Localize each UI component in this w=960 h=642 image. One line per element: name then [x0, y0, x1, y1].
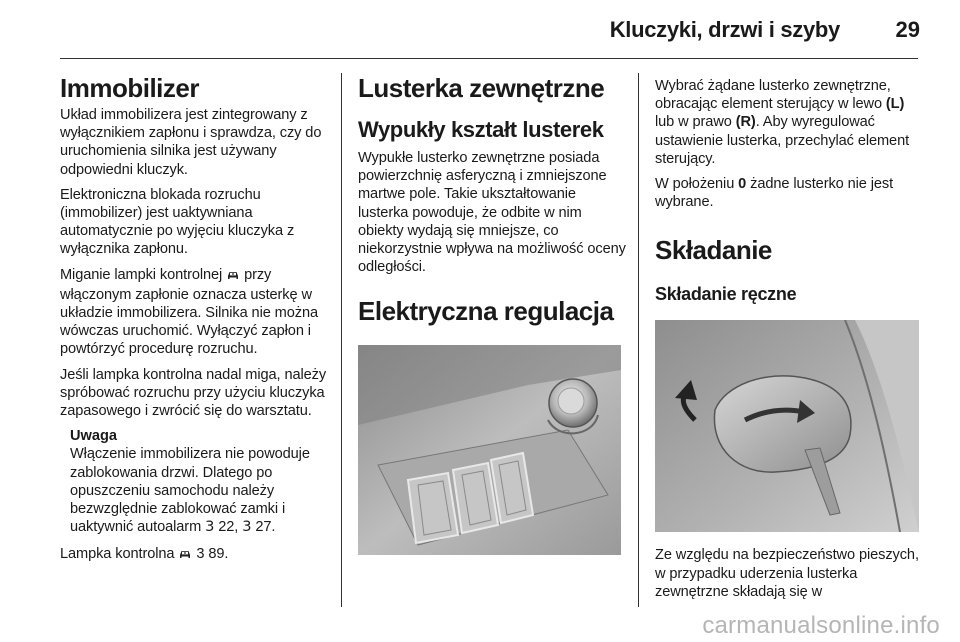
note-title: Uwaga: [70, 428, 118, 445]
paragraph: Jeśli lampka kontrolna nadal miga, należy spróbować rozruchu przy użyciu kluczyka zapasowego i zwrócić się do warsztatu.: [60, 366, 327, 420]
page-reference-icon[interactable]: 3: [242, 518, 252, 536]
column-divider-1: [341, 73, 342, 607]
car-key-icon: [178, 547, 192, 565]
car-key-icon: [226, 268, 240, 286]
column-mirror-adjust: [655, 73, 921, 608]
text-span: lub w prawo: [655, 114, 736, 131]
section-heading-folding: Składanie: [655, 235, 772, 266]
text-span: 89.: [204, 546, 229, 563]
subheading-manual-folding: Składanie ręczne: [655, 284, 797, 305]
column-divider-2: [638, 73, 639, 607]
note-text: [70, 445, 330, 536]
text-span: przy włączonym zapłonie oznacza usterkę w układzie immobilizera. Silnika nie można wówczas uruchomić. Wyłączyć zapłon i powtórzyć procedurę rozruchu.: [60, 266, 318, 358]
label-zero: 0: [738, 176, 747, 193]
paragraph: Elektroniczna blokada rozruchu (immobilizer) jest uaktywniana automatycznie po wyjęciu kluczyka z wyłącznika zapłonu.: [60, 186, 295, 258]
paragraph: Układ immobilizera jest zintegrowany z wyłącznikiem zapłonu i sprawdza, czy do uruchomienia silnika jest używany odpowiedni kluczyk.: [60, 107, 322, 178]
section-heading-immobilizer: Immobilizer: [60, 73, 199, 103]
paragraph: [60, 545, 330, 565]
text-span: . Aby wyregulować ustawienie lusterka, przechylać element sterujący.: [655, 114, 910, 167]
page-reference-icon[interactable]: 3: [205, 518, 215, 536]
paragraph: [655, 77, 921, 168]
section-heading-mirrors: Lusterka zewnętrzne: [358, 73, 605, 103]
header-divider: [60, 58, 918, 59]
text-span: Włączenie immobilizera nie powoduje zablokowania drzwi. Dlatego po opuszczeniu samochodu należy bezwzględnie zablokować zamki i uaktywnić autoalarm: [70, 446, 310, 536]
mirror-switch-image: [358, 345, 621, 555]
label-right: (R): [735, 114, 756, 131]
note-box: [70, 427, 330, 536]
watermark: carmanualsonline.info: [702, 612, 940, 639]
page-header-title: Kluczyki, drzwi i szyby: [609, 17, 840, 42]
mirror-folding-image: [655, 320, 919, 532]
text-span: żadne lusterko nie jest wybrane.: [655, 176, 894, 211]
page-number: 29: [895, 17, 920, 42]
label-left: (L): [885, 96, 905, 113]
subheading-convex: Wypukły kształt lusterek: [358, 117, 604, 142]
text-span: W położeniu: [655, 176, 739, 193]
page-reference-icon[interactable]: 3: [196, 546, 205, 563]
paragraph: [60, 266, 330, 359]
text-span: Wybrać żądane lusterko zewnętrzne, obracając element sterujący w lewo: [655, 78, 891, 113]
column-immobilizer: [60, 73, 330, 573]
paragraph: Ze względu na bezpieczeństwo pieszych, w przypadku uderzenia lusterka zewnętrzne składają się w: [655, 547, 919, 600]
text-span: Miganie lampki kontrolnej: [60, 266, 227, 283]
column-mirrors: [358, 73, 626, 555]
text-span: 27.: [251, 519, 276, 536]
text-span: Lampka kontrolna: [60, 546, 179, 563]
paragraph: Wypukłe lusterko zewnętrzne posiada powierzchnię asferyczną i zmniejszone martwe pole. Takie ukształtowanie lusterka powoduje, że odbite w nim obiekty wydają się mniejsze, co niekorzystnie wpływa na możliwość oceny odległości.: [358, 150, 626, 276]
section-heading-electric: Elektryczna regulacja: [358, 296, 614, 327]
paragraph: [655, 175, 921, 211]
text-span: 22,: [214, 519, 243, 536]
